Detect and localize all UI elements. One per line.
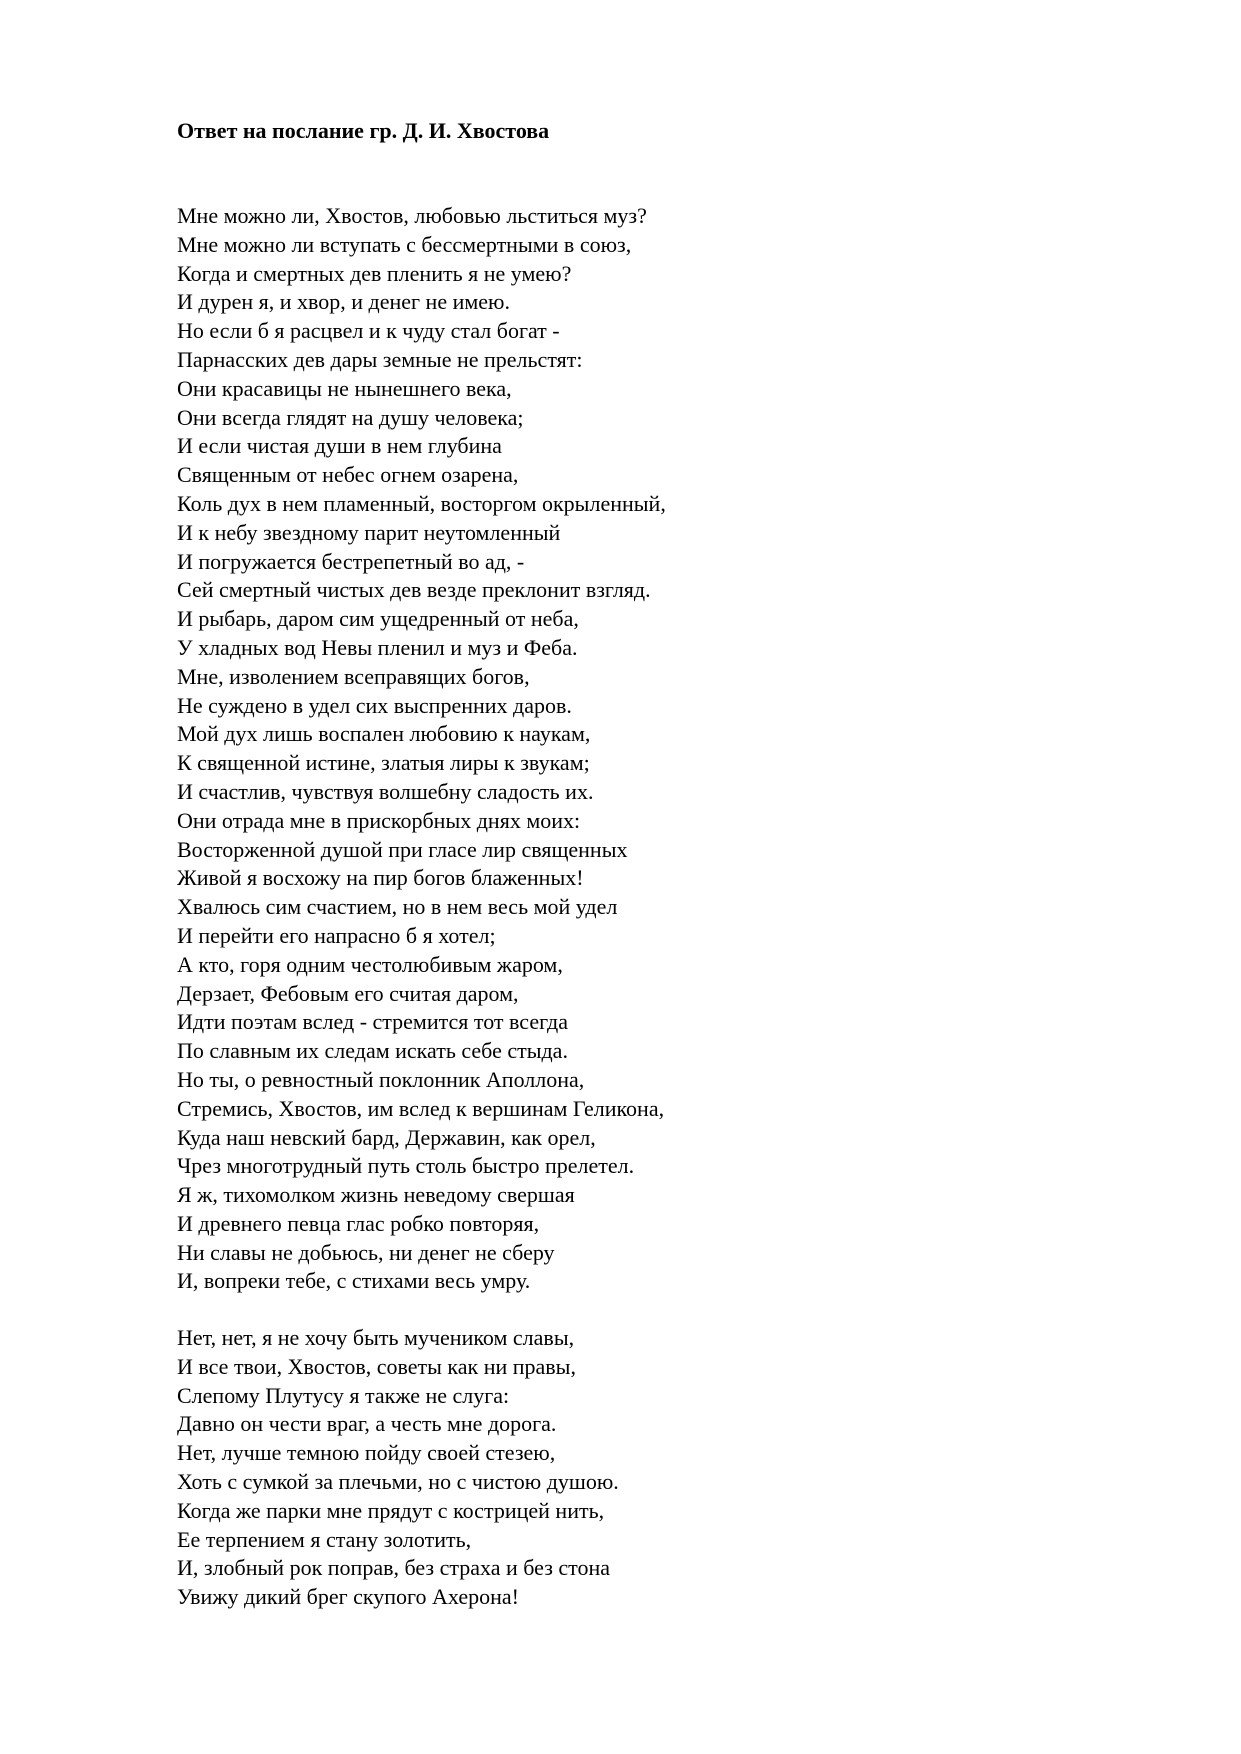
poem-line: Когда же парки мне прядут с кострицей нить, xyxy=(177,1497,605,1523)
poem-line: Не суждено в удел сих выспренних даров. xyxy=(177,692,572,718)
poem-line: Увижу дикий брег скупого Ахерона! xyxy=(177,1584,519,1610)
poem-line: Нет, лучше темною пойду своей стезею, xyxy=(177,1440,556,1466)
poem-line: И к небу звездному парит неутомленный xyxy=(177,519,561,545)
poem-line: Но ты, о ревностный поклонник Аполлона, xyxy=(177,1066,585,1092)
poem-line: К священной истине, златыя лиры к звукам; xyxy=(177,750,590,776)
poem-line: А кто, горя одним честолюбивым жаром, xyxy=(177,951,563,977)
poem-line: Идти поэтам вслед - стремится тот всегда xyxy=(177,1009,568,1035)
stanza-2 xyxy=(177,1324,619,1612)
poem-line: И счастлив, чувствуя волшебну сладость их. xyxy=(177,778,594,804)
poem-line: И погружается бестрепетный во ад, - xyxy=(177,548,525,574)
poem-line: Хвалюсь сим счастием, но в нем весь мой удел xyxy=(177,894,618,920)
poem-line: Куда наш невский бард, Державин, как орел, xyxy=(177,1124,596,1150)
poem-line: По славным их следам искать себе стыда. xyxy=(177,1038,568,1064)
poem-line: Но если б я расцвел и к чуду стал богат - xyxy=(177,318,560,344)
poem-line: Восторженной душой при гласе лир священных xyxy=(177,836,628,862)
poem-line: Хоть с сумкой за плечьми, но с чистою душою. xyxy=(177,1468,619,1494)
poem-line: У хладных вод Невы пленил и муз и Феба. xyxy=(177,634,578,660)
poem-line: И все твои, Хвостов, советы как ни правы, xyxy=(177,1353,576,1379)
poem-line: И дурен я, и хвор, и денег не имею. xyxy=(177,289,510,315)
poem-line: Священным от небес огнем озарена, xyxy=(177,462,519,488)
poem-line: И, злобный рок поправ, без страха и без стона xyxy=(177,1555,611,1581)
stanza-1 xyxy=(177,202,666,1296)
poem-line: Мне можно ли вступать с бессмертными в союз, xyxy=(177,231,632,257)
poem-line: И если чистая души в нем глубина xyxy=(177,433,502,459)
poem-line: Парнасских дев дары земные не прельстят: xyxy=(177,346,583,372)
poem-line: Коль дух в нем пламенный, восторгом окрыленный, xyxy=(177,490,666,516)
poem-line: Они всегда глядят на душу человека; xyxy=(177,404,524,430)
poem-line: Они отрада мне в прискорбных днях моих: xyxy=(177,807,581,833)
poem-line: Мне, изволением всеправящих богов, xyxy=(177,663,530,689)
poem-line: Давно он чести враг, а честь мне дорога. xyxy=(177,1411,557,1437)
poem-line: И, вопреки тебе, с стихами весь умру. xyxy=(177,1268,531,1294)
poem-line: Сей смертный чистых дев везде преклонит взгляд. xyxy=(177,577,651,603)
poem-line: Слепому Плутусу я также не слуга: xyxy=(177,1382,510,1408)
poem-line: Они красавицы не нынешнего века, xyxy=(177,375,512,401)
poem-line: Стремись, Хвостов, им вслед к вершинам Геликона, xyxy=(177,1095,665,1121)
poem-title: Ответ на послание гр. Д. И. Хвостова xyxy=(177,118,550,143)
poem-line: Чрез многотрудный путь столь быстро прелетел. xyxy=(177,1153,635,1179)
poem-line: Ни славы не добьюсь, ни денег не сберу xyxy=(177,1239,555,1265)
poem-line: Мой дух лишь воспален любовию к наукам, xyxy=(177,721,591,747)
poem-line: Живой я восхожу на пир богов блаженных! xyxy=(177,865,584,891)
poem-line: Дерзает, Фебовым его считая даром, xyxy=(177,980,519,1006)
poem-line: Нет, нет, я не хочу быть мучеником славы, xyxy=(177,1325,575,1350)
poem-line: И рыбарь, даром сим ущедренный от неба, xyxy=(177,606,579,632)
poem-line: И древнего певца глас робко повторяя, xyxy=(177,1210,540,1236)
poem-line: И перейти его напрасно б я хотел; xyxy=(177,922,496,948)
poem-line: Я ж, тихомолком жизнь неведому свершая xyxy=(177,1182,575,1208)
poem-line: Когда и смертных дев пленить я не умею? xyxy=(177,260,572,286)
poem-line: Ее терпением я стану золотить, xyxy=(177,1526,472,1552)
poem-line: Мне можно ли, Хвостов, любовью льститься муз? xyxy=(177,203,647,228)
